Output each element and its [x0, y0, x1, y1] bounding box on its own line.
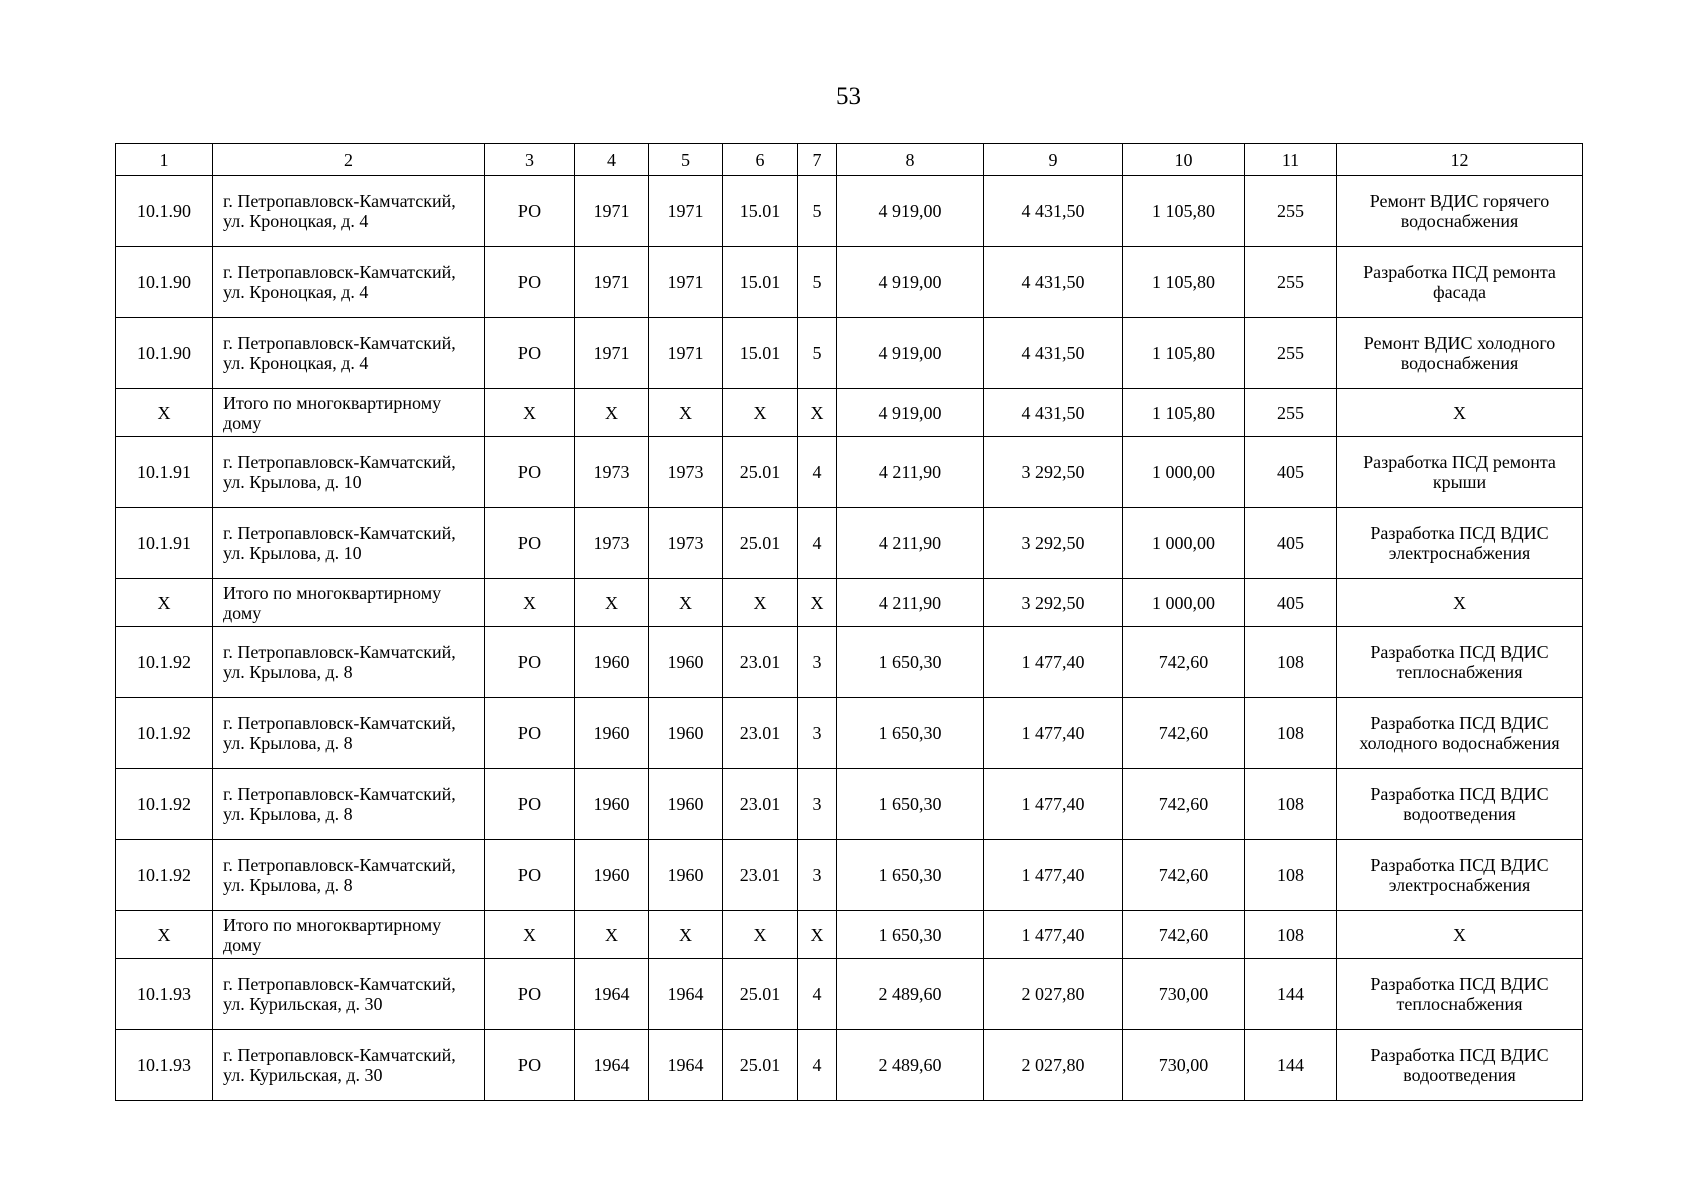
wall-material-cell: 25.01 [723, 508, 798, 579]
work-type-cell: Разработка ПСД ВДИС теплоснабжения [1337, 959, 1583, 1030]
work-type-cell: Разработка ПСД ВДИС электроснабжения [1337, 508, 1583, 579]
residents-cell: 405 [1245, 579, 1337, 627]
table-row [116, 840, 1583, 911]
total-area-cell: 4 919,00 [837, 176, 984, 247]
year-built-cell: 1971 [575, 176, 649, 247]
wall-material-cell: 23.01 [723, 769, 798, 840]
work-type-cell: Разработка ПСД ВДИС теплоснабжения [1337, 627, 1583, 698]
table-row [116, 698, 1583, 769]
total-area-cell: 4 919,00 [837, 247, 984, 318]
owner-type-cell: РО [485, 437, 575, 508]
year-commission-cell: 1964 [649, 1030, 723, 1101]
total-label-cell: Итого по многоквартирному дому [213, 389, 485, 437]
owner-type-cell: Х [485, 579, 575, 627]
year-commission-cell: 1973 [649, 508, 723, 579]
year-built-cell: 1971 [575, 247, 649, 318]
floors-cell: Х [798, 389, 837, 437]
column-number-header: 10 [1123, 144, 1245, 176]
owner-type-cell: РО [485, 627, 575, 698]
year-built-cell: 1971 [575, 318, 649, 389]
floors-cell: 3 [798, 627, 837, 698]
floors-cell: 3 [798, 698, 837, 769]
work-type-cell: Разработка ПСД ВДИС водоотведения [1337, 1030, 1583, 1101]
address-cell: г. Петропавловск-Камчатский, ул. Кроноцкая, д. 4 [213, 318, 485, 389]
wall-material-cell: 23.01 [723, 840, 798, 911]
column-number-header: 8 [837, 144, 984, 176]
owner-type-cell: Х [485, 389, 575, 437]
table-row [116, 318, 1583, 389]
living-area-cell: 1 477,40 [984, 698, 1123, 769]
owner-type-cell: РО [485, 840, 575, 911]
living-area-cell: 3 292,50 [984, 579, 1123, 627]
residents-cell: 405 [1245, 437, 1337, 508]
total-area-cell: 1 650,30 [837, 627, 984, 698]
living-area-cell: 2 027,80 [984, 1030, 1123, 1101]
table-row [116, 176, 1583, 247]
address-cell: г. Петропавловск-Камчатский, ул. Кроноцкая, д. 4 [213, 176, 485, 247]
total-row [116, 911, 1583, 959]
living-area-cell: 3 292,50 [984, 508, 1123, 579]
floors-cell: 5 [798, 318, 837, 389]
cost-cell: 742,60 [1123, 627, 1245, 698]
residents-cell: 108 [1245, 840, 1337, 911]
wall-material-cell: 15.01 [723, 247, 798, 318]
table-body [116, 176, 1583, 1101]
year-commission-cell: Х [649, 579, 723, 627]
address-cell: г. Петропавловск-Камчатский, ул. Крылова, д. 8 [213, 840, 485, 911]
row-number-cell: 10.1.92 [116, 627, 213, 698]
year-commission-cell: 1971 [649, 247, 723, 318]
total-area-cell: 1 650,30 [837, 769, 984, 840]
floors-cell: Х [798, 579, 837, 627]
year-commission-cell: 1960 [649, 769, 723, 840]
year-built-cell: 1960 [575, 698, 649, 769]
row-number-cell: 10.1.90 [116, 247, 213, 318]
total-row [116, 579, 1583, 627]
row-number-cell: Х [116, 389, 213, 437]
wall-material-cell: 15.01 [723, 318, 798, 389]
year-commission-cell: 1960 [649, 698, 723, 769]
living-area-cell: 4 431,50 [984, 176, 1123, 247]
work-type-cell: Разработка ПСД ремонта крыши [1337, 437, 1583, 508]
residents-cell: 108 [1245, 911, 1337, 959]
column-number-header: 6 [723, 144, 798, 176]
table-row [116, 1030, 1583, 1101]
wall-material-cell: Х [723, 389, 798, 437]
year-built-cell: Х [575, 579, 649, 627]
wall-material-cell: 23.01 [723, 627, 798, 698]
residents-cell: 108 [1245, 769, 1337, 840]
row-number-cell: 10.1.92 [116, 769, 213, 840]
row-number-cell: 10.1.92 [116, 698, 213, 769]
living-area-cell: 4 431,50 [984, 318, 1123, 389]
cost-cell: 1 105,80 [1123, 176, 1245, 247]
address-cell: г. Петропавловск-Камчатский, ул. Крылова, д. 8 [213, 698, 485, 769]
cost-cell: 1 000,00 [1123, 437, 1245, 508]
work-type-cell: Ремонт ВДИС горячего водоснабжения [1337, 176, 1583, 247]
cost-cell: 742,60 [1123, 911, 1245, 959]
cost-cell: 1 105,80 [1123, 389, 1245, 437]
column-number-header: 5 [649, 144, 723, 176]
residents-cell: 144 [1245, 959, 1337, 1030]
table-row [116, 627, 1583, 698]
owner-type-cell: РО [485, 318, 575, 389]
row-number-cell: 10.1.92 [116, 840, 213, 911]
row-number-cell: 10.1.90 [116, 318, 213, 389]
cost-cell: 1 000,00 [1123, 579, 1245, 627]
work-type-cell: Разработка ПСД ремонта фасада [1337, 247, 1583, 318]
work-type-cell: Х [1337, 911, 1583, 959]
living-area-cell: 4 431,50 [984, 389, 1123, 437]
year-commission-cell: 1960 [649, 627, 723, 698]
year-commission-cell: 1964 [649, 959, 723, 1030]
column-number-header: 1 [116, 144, 213, 176]
table-row [116, 247, 1583, 318]
table-row [116, 437, 1583, 508]
table-row [116, 769, 1583, 840]
row-number-cell: 10.1.91 [116, 437, 213, 508]
wall-material-cell: 25.01 [723, 959, 798, 1030]
column-number-header: 2 [213, 144, 485, 176]
wall-material-cell: Х [723, 911, 798, 959]
year-commission-cell: 1960 [649, 840, 723, 911]
table-row [116, 959, 1583, 1030]
year-built-cell: 1973 [575, 508, 649, 579]
row-number-cell: 10.1.91 [116, 508, 213, 579]
year-built-cell: 1964 [575, 959, 649, 1030]
year-commission-cell: Х [649, 911, 723, 959]
floors-cell: 5 [798, 176, 837, 247]
residents-cell: 108 [1245, 698, 1337, 769]
cost-cell: 1 105,80 [1123, 318, 1245, 389]
year-commission-cell: 1971 [649, 176, 723, 247]
residents-cell: 144 [1245, 1030, 1337, 1101]
address-cell: г. Петропавловск-Камчатский, ул. Крылова, д. 10 [213, 437, 485, 508]
floors-cell: 4 [798, 437, 837, 508]
work-type-cell: Разработка ПСД ВДИС водоотведения [1337, 769, 1583, 840]
floors-cell: 4 [798, 508, 837, 579]
owner-type-cell: РО [485, 769, 575, 840]
cost-cell: 742,60 [1123, 698, 1245, 769]
wall-material-cell: Х [723, 579, 798, 627]
wall-material-cell: 25.01 [723, 1030, 798, 1101]
total-area-cell: 4 211,90 [837, 437, 984, 508]
total-area-cell: 1 650,30 [837, 911, 984, 959]
year-built-cell: 1973 [575, 437, 649, 508]
floors-cell: 3 [798, 840, 837, 911]
cost-cell: 742,60 [1123, 840, 1245, 911]
capital-repair-table [115, 143, 1583, 1101]
owner-type-cell: РО [485, 698, 575, 769]
owner-type-cell: РО [485, 959, 575, 1030]
owner-type-cell: Х [485, 911, 575, 959]
work-type-cell: Разработка ПСД ВДИС электроснабжения [1337, 840, 1583, 911]
living-area-cell: 1 477,40 [984, 840, 1123, 911]
floors-cell: 4 [798, 1030, 837, 1101]
address-cell: г. Петропавловск-Камчатский, ул. Кроноцкая, д. 4 [213, 247, 485, 318]
year-built-cell: 1960 [575, 769, 649, 840]
residents-cell: 255 [1245, 389, 1337, 437]
floors-cell: 4 [798, 959, 837, 1030]
total-area-cell: 2 489,60 [837, 959, 984, 1030]
row-number-cell: 10.1.93 [116, 959, 213, 1030]
total-area-cell: 4 211,90 [837, 508, 984, 579]
owner-type-cell: РО [485, 247, 575, 318]
column-number-header: 11 [1245, 144, 1337, 176]
year-built-cell: 1960 [575, 840, 649, 911]
total-area-cell: 4 919,00 [837, 389, 984, 437]
wall-material-cell: 23.01 [723, 698, 798, 769]
work-type-cell: Х [1337, 579, 1583, 627]
floors-cell: 3 [798, 769, 837, 840]
work-type-cell: Х [1337, 389, 1583, 437]
floors-cell: 5 [798, 247, 837, 318]
work-type-cell: Ремонт ВДИС холодного водоснабжения [1337, 318, 1583, 389]
cost-cell: 742,60 [1123, 769, 1245, 840]
year-commission-cell: 1973 [649, 437, 723, 508]
year-built-cell: Х [575, 911, 649, 959]
row-number-cell: 10.1.93 [116, 1030, 213, 1101]
residents-cell: 108 [1245, 627, 1337, 698]
column-number-header: 4 [575, 144, 649, 176]
living-area-cell: 2 027,80 [984, 959, 1123, 1030]
cost-cell: 730,00 [1123, 1030, 1245, 1101]
row-number-cell: Х [116, 579, 213, 627]
total-area-cell: 1 650,30 [837, 840, 984, 911]
living-area-cell: 3 292,50 [984, 437, 1123, 508]
total-label-cell: Итого по многоквартирному дому [213, 911, 485, 959]
residents-cell: 255 [1245, 318, 1337, 389]
year-built-cell: 1964 [575, 1030, 649, 1101]
total-area-cell: 2 489,60 [837, 1030, 984, 1101]
living-area-cell: 4 431,50 [984, 247, 1123, 318]
column-number-header: 7 [798, 144, 837, 176]
year-built-cell: 1960 [575, 627, 649, 698]
column-number-header: 9 [984, 144, 1123, 176]
address-cell: г. Петропавловск-Камчатский, ул. Курильская, д. 30 [213, 959, 485, 1030]
residents-cell: 405 [1245, 508, 1337, 579]
total-label-cell: Итого по многоквартирному дому [213, 579, 485, 627]
row-number-cell: 10.1.90 [116, 176, 213, 247]
address-cell: г. Петропавловск-Камчатский, ул. Крылова, д. 8 [213, 627, 485, 698]
total-area-cell: 4 919,00 [837, 318, 984, 389]
year-commission-cell: Х [649, 389, 723, 437]
address-cell: г. Петропавловск-Камчатский, ул. Крылова, д. 8 [213, 769, 485, 840]
row-number-cell: Х [116, 911, 213, 959]
cost-cell: 1 000,00 [1123, 508, 1245, 579]
owner-type-cell: РО [485, 1030, 575, 1101]
floors-cell: Х [798, 911, 837, 959]
total-area-cell: 1 650,30 [837, 698, 984, 769]
work-type-cell: Разработка ПСД ВДИС холодного водоснабжения [1337, 698, 1583, 769]
column-number-header: 12 [1337, 144, 1583, 176]
living-area-cell: 1 477,40 [984, 911, 1123, 959]
total-area-cell: 4 211,90 [837, 579, 984, 627]
owner-type-cell: РО [485, 176, 575, 247]
table-row [116, 508, 1583, 579]
living-area-cell: 1 477,40 [984, 627, 1123, 698]
address-cell: г. Петропавловск-Камчатский, ул. Курильская, д. 30 [213, 1030, 485, 1101]
cost-cell: 1 105,80 [1123, 247, 1245, 318]
residents-cell: 255 [1245, 176, 1337, 247]
cost-cell: 730,00 [1123, 959, 1245, 1030]
owner-type-cell: РО [485, 508, 575, 579]
page-number: 53 [836, 83, 861, 110]
address-cell: г. Петропавловск-Камчатский, ул. Крылова, д. 10 [213, 508, 485, 579]
residents-cell: 255 [1245, 247, 1337, 318]
total-row [116, 389, 1583, 437]
column-number-row [116, 144, 1583, 176]
wall-material-cell: 25.01 [723, 437, 798, 508]
year-built-cell: Х [575, 389, 649, 437]
column-number-header: 3 [485, 144, 575, 176]
year-commission-cell: 1971 [649, 318, 723, 389]
wall-material-cell: 15.01 [723, 176, 798, 247]
living-area-cell: 1 477,40 [984, 769, 1123, 840]
